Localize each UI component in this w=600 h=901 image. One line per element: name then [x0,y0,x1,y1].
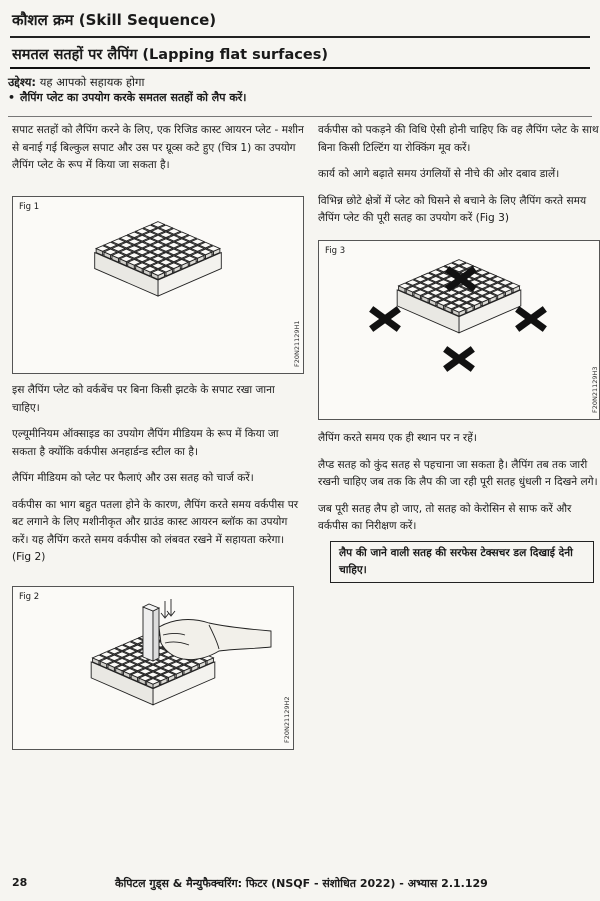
paragraph-clean-kerosene: जब पूरी सतह लैप हो जाए, तो सतह को केरोसिन से साफ करें और वर्कपीस का निरीक्षण करें। [318,502,572,532]
objective-divider [8,116,592,117]
section-title: कौशल क्रम (Skill Sequence) [12,11,217,29]
paragraph-place-plate: इस लैपिंग प्लेट को वर्कबेंच पर बिना किसी झटके के सपाट रखा जाना चाहिए। [12,384,275,414]
figure-1 [12,196,304,374]
paragraph-use-full-surface: विभिन्न छोटे क्षेत्रों में प्लेट को घिसने से बचाने के लिए लैपिंग करते समय लैपिंग प्लेट की पूरी सतह का उपयोग करें (Fig 3) [318,194,587,224]
objective-intro: यह आपको सहायक होगा [39,75,145,89]
note-box: लैप की जाने वाली सतह की सरफेस टेक्सचर डल दिखाई देनी चाहिए। [330,541,594,583]
plate-with-crosses-drawing [319,241,599,419]
objective-line [8,74,306,90]
paragraph-holding-method: वर्कपीस को पकड़ने की विधि ऐसी होनी चाहिए कि वह लैपिंग प्लेट के साथ बिना किसी टिल्टिंग या रोक्किंग मूव करें। [318,124,599,154]
paragraph-lapping-plate: सपाट सतहों को लैपिंग करने के लिए, एक रिजिड कास्ट आयरन प्लेट - मशीन से बनाई गई बिल्कुल सपाट और उस पर ग्रूव्स कटे हुए (चित्र 1) का उपयोग लैपिंग प्लेट के रूप में किया जा सकता है। [12,124,304,171]
figure-3 [318,240,600,420]
figure-2-code: F20N21129H2 [283,696,291,743]
title-divider [10,67,590,69]
figure-3-code: F20N21129H3 [591,366,599,413]
objective-block [8,74,306,112]
figure-2 [12,586,294,750]
objective-item [8,90,306,106]
paragraph-dull-surface: लैप्ड सतह को कुंद सतह से पहचाना जा सकता है। लैपिंग तब तक जारी रखनी चाहिए जब तक कि लैप की जा रही पूरी सतह धुंधली न दिखने लगे। [318,458,598,488]
figure-1-label: Fig 1 [19,202,40,212]
figure-2-label: Fig 2 [19,592,40,602]
figure-3-label: Fig 3 [325,246,346,256]
page-number: 28 [12,876,28,889]
left-column [12,122,304,184]
paragraph-spread-medium: लैपिंग मीडियम को प्लेट पर फैलाएं और उस सतह को चार्ज करें। [12,472,254,484]
paragraph-finger-pressure: कार्य को आगे बढ़ाते समय उंगलियों से नीचे की ओर दबाव डालें। [318,168,560,180]
left-column-lower [12,382,304,576]
objective-item-text: लैपिंग प्लेट का उपयोग करके समतल सतहों को लैप करें। [20,91,247,104]
figure-1-code: F20N21129H1 [293,320,301,367]
paragraph-cast-iron-block: वर्कपीस का भाग बहुत पतला होने के कारण, लैपिंग करते समय वर्कपीस पर बट लगाने के लिए मशीनीकृत और ग्राउंड कास्ट आयरन ब्लॉक का उपयोग करें। यह लैपिंग करते समय वर्कपीस को लंबवत रखने में सहायता करेगा। (Fig 2) [12,498,299,563]
bullet-icon: • [8,91,16,104]
exercise-title: समतल सतहों पर लैपिंग (Lapping flat surfaces) [12,47,328,63]
footer-title: कैपिटल गुड्स & मैन्युफैक्चरिंग: फिटर (NSQF - संशोधित 2022) - अभ्यास 2.1.129 [115,877,488,890]
right-column-lower [318,430,600,545]
right-column [318,122,600,237]
lapping-plate-drawing [13,197,303,373]
objective-label: उद्देश्य: [8,75,37,89]
lapping-with-block-drawing [13,587,293,749]
section-divider [10,36,590,38]
paragraph-aluminium-oxide: एल्यूमीनियम ऑक्साइड का उपयोग लैपिंग मीडियम के रूप में किया जा सकता है क्योंकि वर्कपीस अनहार्डन्ड स्टील का है। [12,428,279,458]
paragraph-dont-stay: लैपिंग करते समय एक ही स्थान पर न रहें। [318,432,477,444]
